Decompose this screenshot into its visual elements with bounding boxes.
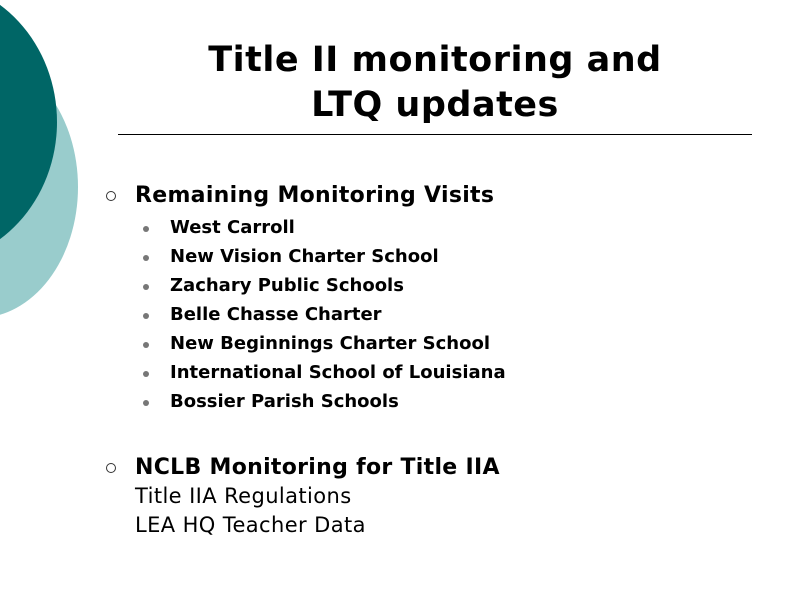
list-item-label: Zachary Public Schools <box>170 275 404 296</box>
dot-bullet-icon <box>143 342 149 348</box>
dot-bullet-icon <box>143 284 149 290</box>
list-item-label: West Carroll <box>170 217 295 238</box>
list-item-label: Belle Chasse Charter <box>170 304 382 325</box>
bullet-label: Remaining Monitoring Visits <box>135 183 495 208</box>
list-item-label: Bossier Parish Schools <box>170 391 399 412</box>
text-line: Title IIA Regulations <box>135 484 352 508</box>
dot-bullet-icon <box>143 400 149 406</box>
list-item-label: New Vision Charter School <box>170 246 439 267</box>
hollow-circle-bullet-icon <box>106 463 116 473</box>
text-line: LEA HQ Teacher Data <box>135 513 366 537</box>
slide-title-line-2: LTQ updates <box>311 85 559 125</box>
list-item-label: New Beginnings Charter School <box>170 333 490 354</box>
dot-bullet-icon <box>143 226 149 232</box>
bullet-label: NCLB Monitoring for Title IIA <box>135 455 500 480</box>
dot-bullet-icon <box>143 255 149 261</box>
dot-bullet-icon <box>143 371 149 377</box>
list-item-label: International School of Louisiana <box>170 362 506 383</box>
title-divider <box>118 134 752 135</box>
slide-title-line-1: Title II monitoring and <box>208 40 662 80</box>
dot-bullet-icon <box>143 313 149 319</box>
hollow-circle-bullet-icon <box>106 191 116 201</box>
slide-title <box>170 38 700 128</box>
